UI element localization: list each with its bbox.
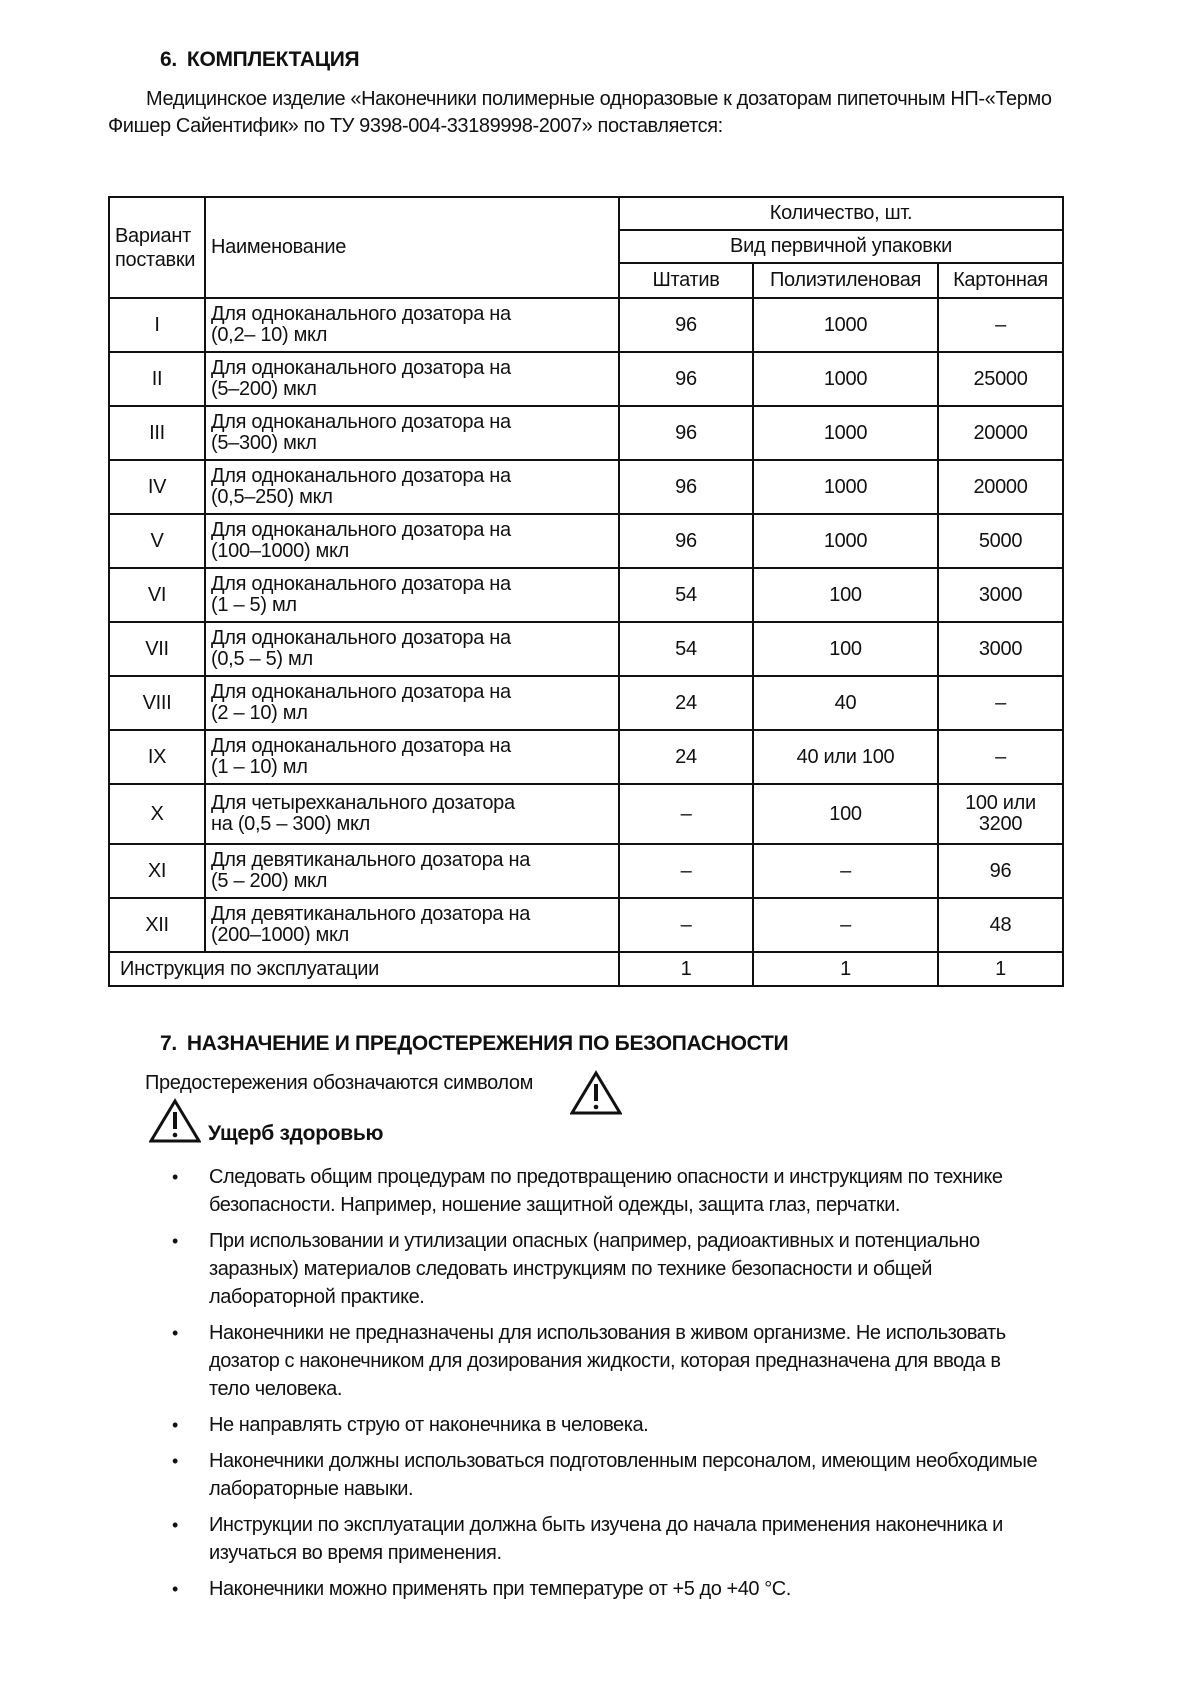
cell-variant: V xyxy=(109,514,205,568)
section-title: КОМПЛЕКТАЦИЯ xyxy=(186,48,360,71)
cell-variant: XI xyxy=(109,844,205,898)
cell-rack: – xyxy=(619,784,753,844)
table-row xyxy=(109,730,1063,784)
kit-table xyxy=(108,196,1064,987)
header-packaging-type: Вид первичной упаковки xyxy=(619,230,1063,263)
cell-name: Для одноканального дозатора на (5–300) мкл xyxy=(205,406,619,460)
cell-name: Для одноканального дозатора на (0,5 – 5) мл xyxy=(205,622,619,676)
table-row xyxy=(109,898,1063,952)
table-header-row xyxy=(109,197,1063,230)
cell-cardboard: 20000 xyxy=(938,460,1063,514)
cell-polyethylene: – xyxy=(753,898,938,952)
table-row xyxy=(109,622,1063,676)
cell-polyethylene: 1000 xyxy=(753,352,938,406)
cell-rack: – xyxy=(619,898,753,952)
cell-rack: 96 xyxy=(619,460,753,514)
cell-variant: IX xyxy=(109,730,205,784)
cell-rack: 96 xyxy=(619,352,753,406)
cell-cardboard: 25000 xyxy=(938,352,1063,406)
cell-cardboard: 3000 xyxy=(938,622,1063,676)
table-row xyxy=(109,844,1063,898)
header-cardboard: Картонная xyxy=(938,263,1063,298)
cell-variant: X xyxy=(109,784,205,844)
warning-triangle-icon xyxy=(570,1070,622,1116)
list-item: • Следовать общим процедурам по предотвращению опасности и инструкциям по технике безопасности. Например, ношение защитной одежды, защита глаз, перчатки. xyxy=(162,1163,1062,1219)
cell-name: Для девятиканального дозатора на (200–1000) мкл xyxy=(205,898,619,952)
cell-rack: 54 xyxy=(619,622,753,676)
table-row xyxy=(109,784,1063,844)
table-row xyxy=(109,460,1063,514)
intro-line-1: Медицинское изделие «Наконечники полимерные одноразовые к дозаторам пипеточным НП-«Термо xyxy=(146,88,1052,110)
cell-name: Для девятиканального дозатора на (5 – 200) мкл xyxy=(205,844,619,898)
cell-cardboard: – xyxy=(938,676,1063,730)
cell-rack: – xyxy=(619,844,753,898)
header-quantity: Количество, шт. xyxy=(619,197,1063,230)
cell-variant: VIII xyxy=(109,676,205,730)
bullet-icon: • xyxy=(172,1167,178,1187)
cell-polyethylene: – xyxy=(753,844,938,898)
cell-polyethylene: 100 xyxy=(753,622,938,676)
cell-variant: VII xyxy=(109,622,205,676)
cell-polyethylene: 100 xyxy=(753,784,938,844)
bullet-icon: • xyxy=(172,1451,178,1471)
section-number: 6. xyxy=(160,48,177,71)
list-item: • Инструкции по эксплуатации должна быть изучена до начала применения наконечника и изучаться во время применения. xyxy=(162,1511,1062,1567)
cell-rack: 24 xyxy=(619,676,753,730)
cell-name: Для одноканального дозатора на (2 – 10) мл xyxy=(205,676,619,730)
cell-variant: IV xyxy=(109,460,205,514)
list-item: • Наконечники не предназначены для использования в живом организме. Не использовать дозатор с наконечником для дозирования жидкости, которая предназначена для ввода в тело человека. xyxy=(162,1319,1062,1403)
cell-polyethylene: 1000 xyxy=(753,406,938,460)
table-row xyxy=(109,406,1063,460)
table-row xyxy=(109,298,1063,352)
list-item: • Наконечники должны использоваться подготовленным персоналом, имеющим необходимые лабораторные навыки. xyxy=(162,1447,1062,1503)
cell-cardboard: – xyxy=(938,298,1063,352)
cell-polyethylene: 100 xyxy=(753,568,938,622)
header-variant: Вариант поставки xyxy=(109,197,205,298)
table-row xyxy=(109,514,1063,568)
section-6-heading xyxy=(160,48,359,72)
cell-cardboard: 1 xyxy=(938,952,1063,986)
hazard-title: Ущерб здоровью xyxy=(208,1122,384,1145)
cell-variant: II xyxy=(109,352,205,406)
cell-cardboard: 48 xyxy=(938,898,1063,952)
cell-variant: XII xyxy=(109,898,205,952)
table-row xyxy=(109,568,1063,622)
cell-name: Для одноканального дозатора на (0,5–250) мкл xyxy=(205,460,619,514)
safety-bullet-list xyxy=(162,1163,1062,1611)
table-footer-row xyxy=(109,952,1063,986)
section-number: 7. xyxy=(160,1032,177,1055)
cell-instruction-label: Инструкция по эксплуатации xyxy=(109,952,619,986)
cell-cardboard: – xyxy=(938,730,1063,784)
symbol-note: Предостережения обозначаются символом xyxy=(145,1072,533,1094)
bullet-icon: • xyxy=(172,1415,178,1435)
cell-rack: 1 xyxy=(619,952,753,986)
cell-name: Для одноканального дозатора на (5–200) мкл xyxy=(205,352,619,406)
section-6-intro xyxy=(108,86,1108,140)
warning-triangle-icon xyxy=(149,1098,201,1144)
bullet-icon: • xyxy=(172,1323,178,1343)
cell-cardboard: 100 или 3200 xyxy=(938,784,1063,844)
bullet-icon: • xyxy=(172,1231,178,1251)
cell-cardboard: 5000 xyxy=(938,514,1063,568)
cell-polyethylene: 40 xyxy=(753,676,938,730)
bullet-icon: • xyxy=(172,1515,178,1535)
header-polyethylene: Полиэтиленовая xyxy=(753,263,938,298)
table-row xyxy=(109,352,1063,406)
header-name: Наименование xyxy=(205,197,619,298)
cell-name: Для одноканального дозатора на (0,2– 10) мкл xyxy=(205,298,619,352)
cell-rack: 96 xyxy=(619,514,753,568)
header-rack: Штатив xyxy=(619,263,753,298)
cell-name: Для одноканального дозатора на (1 – 10) мл xyxy=(205,730,619,784)
section-title: НАЗНАЧЕНИЕ И ПРЕДОСТЕРЕЖЕНИЯ ПО БЕЗОПАСНОСТИ xyxy=(186,1032,789,1055)
table-row xyxy=(109,676,1063,730)
cell-variant: I xyxy=(109,298,205,352)
cell-variant: III xyxy=(109,406,205,460)
section-7-heading xyxy=(160,1032,788,1056)
cell-rack: 24 xyxy=(619,730,753,784)
list-item: • Не направлять струю от наконечника в человека. xyxy=(162,1411,1062,1439)
cell-cardboard: 20000 xyxy=(938,406,1063,460)
cell-polyethylene: 1 xyxy=(753,952,938,986)
cell-cardboard: 96 xyxy=(938,844,1063,898)
cell-name: Для одноканального дозатора на (1 – 5) мл xyxy=(205,568,619,622)
cell-variant: VI xyxy=(109,568,205,622)
intro-line-2: Фишер Сайентифик» по ТУ 9398-004-33189998-2007» поставляется: xyxy=(108,115,723,137)
cell-rack: 96 xyxy=(619,298,753,352)
cell-polyethylene: 1000 xyxy=(753,460,938,514)
cell-polyethylene: 1000 xyxy=(753,298,938,352)
list-item: • При использовании и утилизации опасных (например, радиоактивных и потенциально заразных) материалов следовать инструкциям по технике безопасности и общей лабораторной практике. xyxy=(162,1227,1062,1311)
cell-rack: 96 xyxy=(619,406,753,460)
cell-name: Для одноканального дозатора на (100–1000) мкл xyxy=(205,514,619,568)
cell-name: Для четырехканального дозатора на (0,5 – 300) мкл xyxy=(205,784,619,844)
list-item: • Наконечники можно применять при температуре от +5 до +40 °С. xyxy=(162,1575,1062,1603)
cell-polyethylene: 1000 xyxy=(753,514,938,568)
cell-cardboard: 3000 xyxy=(938,568,1063,622)
bullet-icon: • xyxy=(172,1579,178,1599)
cell-polyethylene: 40 или 100 xyxy=(753,730,938,784)
cell-rack: 54 xyxy=(619,568,753,622)
